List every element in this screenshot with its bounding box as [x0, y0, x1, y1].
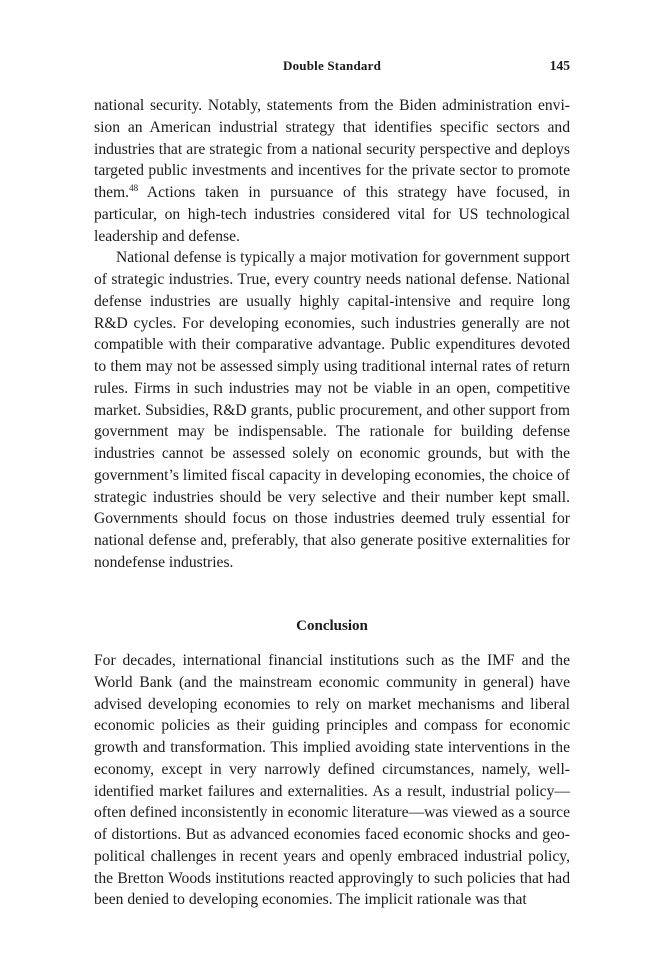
paragraph: For decades, international financial institutions such as the IMF and the World Bank (and the mainstream economic community in general) have advised developing economies to rely on market mechanisms and liberal economic policies as their guiding principles and compass for economic growth and transformation. This implied avoiding state interventions in the economy, except in very narrowly defined circumstances, namely, well-identified market failures and externalities. As a result, industrial policy—often defined inconsistently in economic literature—was viewed as a source of distortions. But as advanced economies faced economic shocks and geopolitical challenges in recent years and openly embraced industrial policy, the Bretton Woods institutions reacted approvingly to such policies that had been denied to developing economies. The implicit rationale was that [94, 652, 570, 909]
page-number: 145 [549, 58, 570, 73]
conclusion-text [94, 650, 570, 911]
footnote-ref[interactable]: 48 [129, 183, 139, 193]
paragraph-text: national security. Notably, statements from the Biden administration envision an American industrial strategy that identifies specific sectors and industries that are strategic from a national security perspective and deploys targeted public investments and incentives for the private sector to promote them. [94, 97, 570, 201]
section-heading: Conclusion [296, 618, 368, 634]
paragraph-text: Actions taken in pursuance of this strategy have focused, in particular, on high-tech industries considered vital for US technological leadership and defense. [94, 184, 570, 245]
running-title: Double Standard [283, 58, 381, 73]
running-head [94, 58, 570, 78]
paragraph: National defense is typically a major motivation for government support of strategic industries. True, every country needs national defense. National defense industries are usually highly capital-intensive and require long R&D cycles. For developing economies, such industries generally are not compatible with their comparative advantage. Public expenditures devoted to them may not be assessed simply using traditional internal rates of return rules. Firms in such industries may not be viable in an open, competitive market. Subsidies, R&D grants, public procurement, and other support from government may be indispensable. The rationale for building defense industries cannot be assessed solely on economic grounds, but with the government’s limited fiscal capacity in developing economies, the choice of strategic industries should be very selective and their number kept small. Governments should focus on those industries deemed truly essential for national defense and, preferably, that also generate positive externalities for nondefense industries. [94, 249, 570, 571]
paragraph [94, 95, 570, 247]
body-text [94, 95, 570, 574]
